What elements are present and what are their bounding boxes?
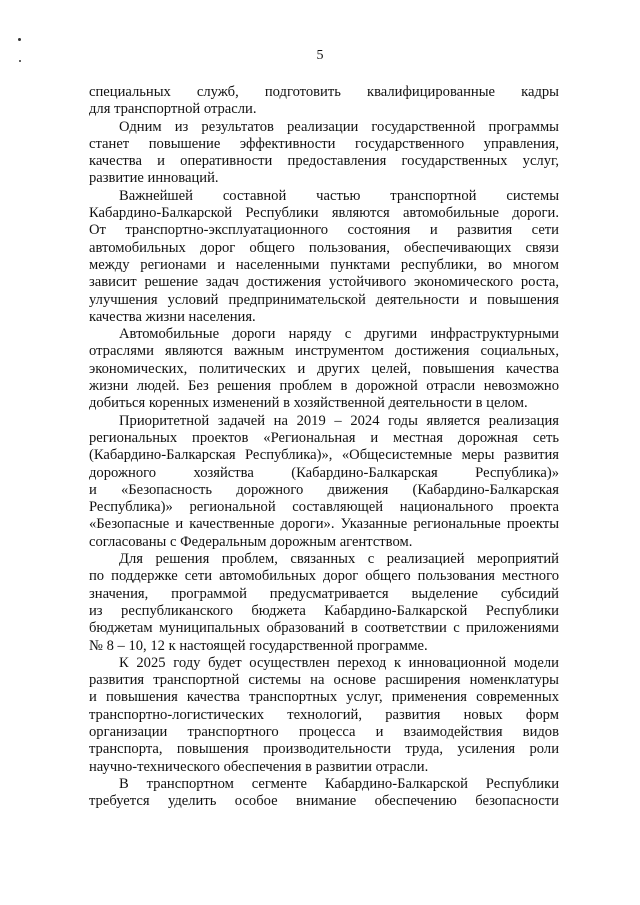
text-line: по поддержке сети автомобильных дорог общего пользования местного: [89, 568, 559, 585]
text-line: значения, программой предусматривается выделение субсидий: [89, 585, 559, 602]
paragraph: [89, 655, 559, 776]
paragraph: [89, 551, 559, 655]
text-line: и «Безопасность дорожного движения (Кабардино-Балкарская: [89, 481, 559, 498]
text-line: научно-технического обеспечения в развитии отрасли.: [89, 758, 429, 775]
text-line: экономических, политических и других целей, повышения качества: [89, 360, 559, 377]
text-line: отраслями являются важным инструментом достижения социальных,: [89, 343, 559, 360]
text-line: качества жизни населения.: [89, 308, 256, 325]
text-line: транспортно-логистических технологий, развития новых форм: [89, 706, 559, 723]
document-body: [89, 84, 559, 810]
text-line: добиться коренных изменений в хозяйственной деятельности в целом.: [89, 395, 528, 412]
paragraph: [89, 119, 559, 188]
text-line: «Безопасные и качественные дороги». Указанные региональные проекты: [89, 516, 559, 533]
text-line: организации транспортного процесса и взаимодействия видов: [89, 723, 559, 740]
page-number: 5: [316, 48, 324, 63]
text-line: зависит решение задач достижения устойчивого экономического роста,: [89, 274, 559, 291]
text-line: Для решения проблем, связанных с реализацией мероприятий: [119, 551, 559, 568]
text-line: транспорта, повышения производительности труда, усиления роли: [89, 741, 559, 758]
text-line: дорожного хозяйства (Кабардино-Балкарская Республика)»: [89, 464, 559, 481]
text-line: Важнейшей составной частью транспортной системы: [119, 187, 559, 204]
text-line: согласованы с Федеральным дорожным агентством.: [89, 533, 413, 550]
text-line: № 8 – 10, 12 к настоящей государственной программе.: [89, 637, 428, 654]
text-line: из республиканского бюджета Кабардино-Балкарской Республики: [89, 602, 559, 619]
paragraph: [89, 326, 559, 412]
paragraph: [89, 188, 559, 326]
text-line: развития транспортной системы на основе расширения номенклатуры: [89, 672, 559, 689]
text-line: (Кабардино-Балкарская Республика)», «Общесистемные меры развития: [89, 447, 559, 464]
text-line: автомобильных дорог общего пользования, обеспечивающих связи: [89, 239, 559, 256]
scan-mark: [18, 38, 21, 41]
text-line: требуется уделить особое внимание обеспечению безопасности: [89, 793, 559, 810]
text-line: специальных служб, подготовить квалифицированные кадры: [89, 84, 559, 100]
text-line: региональных проектов «Региональная и местная дорожная сеть: [89, 429, 559, 446]
text-line: Одним из результатов реализации государственной программы: [119, 118, 559, 135]
text-line: улучшения условий предпринимательской деятельности и повышения: [89, 291, 559, 308]
text-line: От транспортно-эксплуатационного состояния и развития сети: [89, 222, 559, 239]
text-line: станет повышение эффективности государственного управления,: [89, 135, 559, 152]
text-line: Кабардино-Балкарской Республики являются автомобильные дороги.: [89, 205, 559, 222]
text-line: качества и оперативности предоставления государственных услуг,: [89, 153, 559, 170]
text-line: бюджетам муниципальных образований в соответствии с приложениями: [89, 620, 559, 637]
paragraph: [89, 413, 559, 551]
text-line: между регионами и населенными пунктами республики, во многом: [89, 256, 559, 273]
text-line: Автомобильные дороги наряду с другими инфраструктурными: [119, 326, 559, 343]
text-line: жизни людей. Без решения проблем в дорожной отрасли невозможно: [89, 378, 559, 395]
text-line: развитие инноваций.: [89, 170, 219, 187]
paragraph: [89, 776, 559, 811]
text-line: и повышения качества транспортных услуг, применения современных: [89, 689, 559, 706]
text-line: Республика)» региональной составляющей национального проекта: [89, 499, 559, 516]
paragraph: [89, 84, 559, 119]
text-line: В транспортном сегменте Кабардино-Балкарской Республики: [119, 775, 559, 792]
text-line: для транспортной отрасли.: [89, 101, 257, 118]
text-line: Приоритетной задачей на 2019 – 2024 годы является реализация: [119, 412, 559, 429]
text-line: К 2025 году будет осуществлен переход к инновационной модели: [119, 654, 559, 671]
